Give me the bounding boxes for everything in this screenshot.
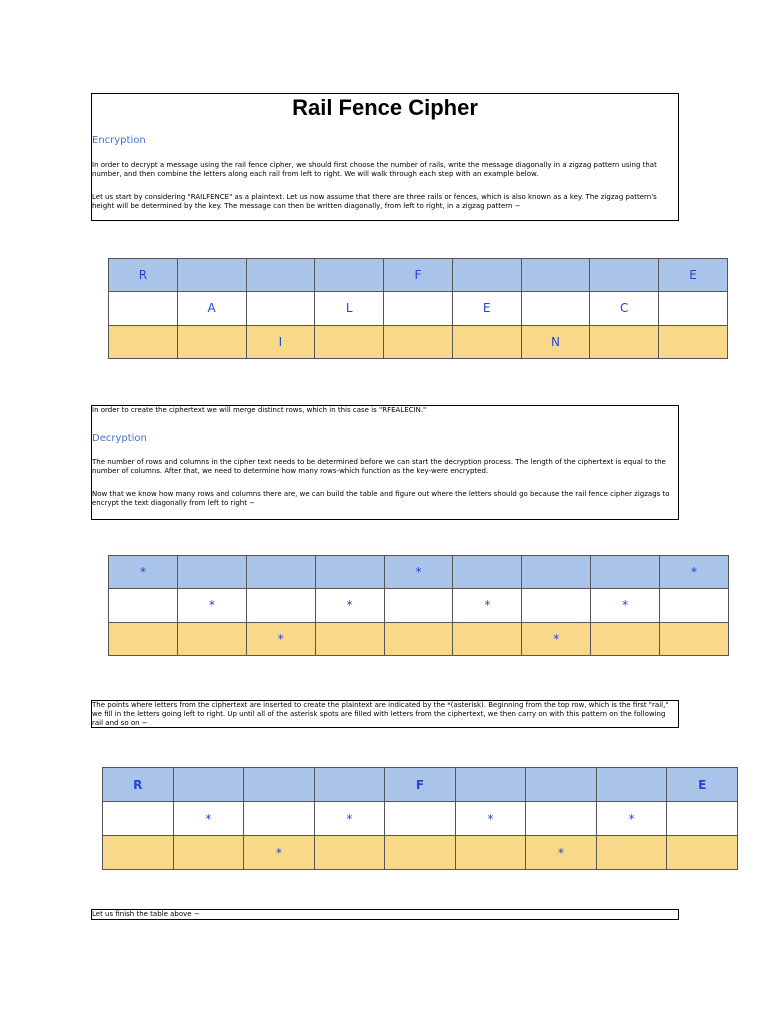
grid-cell: * [246,622,315,655]
finish-paragraph: Let us finish the table above − [92,910,200,918]
grid-cell [244,768,315,802]
grid-cell [384,292,453,325]
grid-cell [173,768,244,802]
grid-cell [315,556,384,589]
grid-cell [314,836,385,870]
grid-cell [246,259,315,292]
grid-cell [385,802,456,836]
grid-cell: E [667,768,738,802]
rail-row-2 [109,292,728,325]
grid-cell [452,325,521,358]
page-title: Rail Fence Cipher [292,95,478,120]
grid-cell [384,589,453,622]
rail-row-3 [109,325,728,358]
grid-cell: * [455,802,526,836]
grid-cell [246,589,315,622]
partial-fill-table [102,767,738,870]
grid-cell: * [591,589,660,622]
grid-cell [177,259,246,292]
grid-cell [177,622,246,655]
grid-cell [455,768,526,802]
grid-cell [385,836,456,870]
rail-row-1 [109,259,728,292]
grid-cell: E [659,259,728,292]
rail-row-2 [109,589,729,622]
grid-cell [591,556,660,589]
grid-cell: A [177,292,246,325]
grid-cell: * [314,802,385,836]
grid-cell: I [246,325,315,358]
grid-cell [453,622,522,655]
grid-cell: * [660,556,729,589]
grid-cell: * [526,836,597,870]
encryption-paragraph-2: Let us start by considering "RAILFENCE" as a plaintext. Let us now assume that there are three rails or fences, which is also known as a key. The zigzag pattern's height will be determined by the key. The message can then be written diagonally, from left to right, in a zigzag pattern − [92,193,657,210]
grid-cell [667,802,738,836]
grid-cell [453,556,522,589]
encryption-paragraph-1: In order to decrypt a message using the rail fence cipher, we should first choose the number of rails, write the message diagonally in a zigzag pattern using that number, and then combine the letters along each rail from left to right. We will walk through each step with an example below. [92,161,657,178]
grid-cell [526,768,597,802]
grid-cell: * [384,556,453,589]
grid-cell [315,259,384,292]
grid-cell [596,768,667,802]
grid-cell [109,589,178,622]
grid-cell [103,802,174,836]
grid-cell [109,325,178,358]
grid-cell [103,836,174,870]
grid-cell: * [177,589,246,622]
grid-cell [177,556,246,589]
rail-row-3 [103,836,738,870]
grid-cell [526,802,597,836]
grid-cell [109,622,178,655]
grid-cell [659,292,728,325]
grid-cell: L [315,292,384,325]
grid-cell: R [109,259,178,292]
decryption-box [91,405,679,520]
grid-cell [314,768,385,802]
grid-cell: F [384,259,453,292]
decryption-paragraph-1: The number of rows and columns in the cipher text needs to be determined before we can start the decryption process. The length of the ciphertext is equal to the number of columns. After that, we need to determine how many rows-which function as the key-were encrypted. [92,458,666,475]
decryption-paragraph-2: Now that we know how many rows and columns there are, we can build the table and figure out where the letters should go because the rail fence cipher zigzags to encrypt the text diagonally from left to right − [92,490,670,507]
grid-cell [455,836,526,870]
intro-box [91,93,679,221]
encryption-zigzag-table [108,258,728,359]
grid-cell: N [521,325,590,358]
grid-cell [315,622,384,655]
grid-cell: R [103,768,174,802]
grid-cell [246,292,315,325]
grid-cell [660,589,729,622]
finish-box [91,909,679,920]
grid-cell: * [522,622,591,655]
grid-cell [246,556,315,589]
grid-cell [590,325,659,358]
decryption-heading: Decryption [92,433,147,444]
rail-row-3 [109,622,729,655]
grid-cell: * [315,589,384,622]
grid-cell [521,292,590,325]
grid-cell: E [452,292,521,325]
note-paragraph: The points where letters from the ciphertext are inserted to create the plaintext are indicated by the *(asterisk). Beginning from the top row, which is the first "rail," we fill in the letters going left to right. Up until all of the asterisk spots are filled with letters from the ciphertext, we then carry on with this pattern on the following rail and so on − [92,701,669,727]
decryption-asterisk-table [108,555,729,656]
ciphertext-paragraph: In order to create the ciphertext we will merge distinct rows, which in this case is "RFEALECIN." [92,406,427,414]
grid-cell [591,622,660,655]
grid-cell [109,292,178,325]
grid-cell: * [109,556,178,589]
note-box [91,700,679,728]
grid-cell: * [453,589,522,622]
grid-cell: * [173,802,244,836]
grid-cell [522,556,591,589]
grid-cell [596,836,667,870]
grid-cell [177,325,246,358]
grid-cell [452,259,521,292]
grid-cell [522,589,591,622]
grid-cell [315,325,384,358]
grid-cell [667,836,738,870]
grid-cell [384,325,453,358]
grid-cell [384,622,453,655]
grid-cell: * [596,802,667,836]
rail-row-2 [103,802,738,836]
grid-cell: F [385,768,456,802]
encryption-heading: Encryption [92,135,146,146]
rail-row-1 [109,556,729,589]
grid-cell [173,836,244,870]
grid-cell [659,325,728,358]
grid-cell: C [590,292,659,325]
grid-cell [521,259,590,292]
grid-cell [244,802,315,836]
grid-cell [590,259,659,292]
grid-cell: * [244,836,315,870]
grid-cell [660,622,729,655]
rail-row-1 [103,768,738,802]
